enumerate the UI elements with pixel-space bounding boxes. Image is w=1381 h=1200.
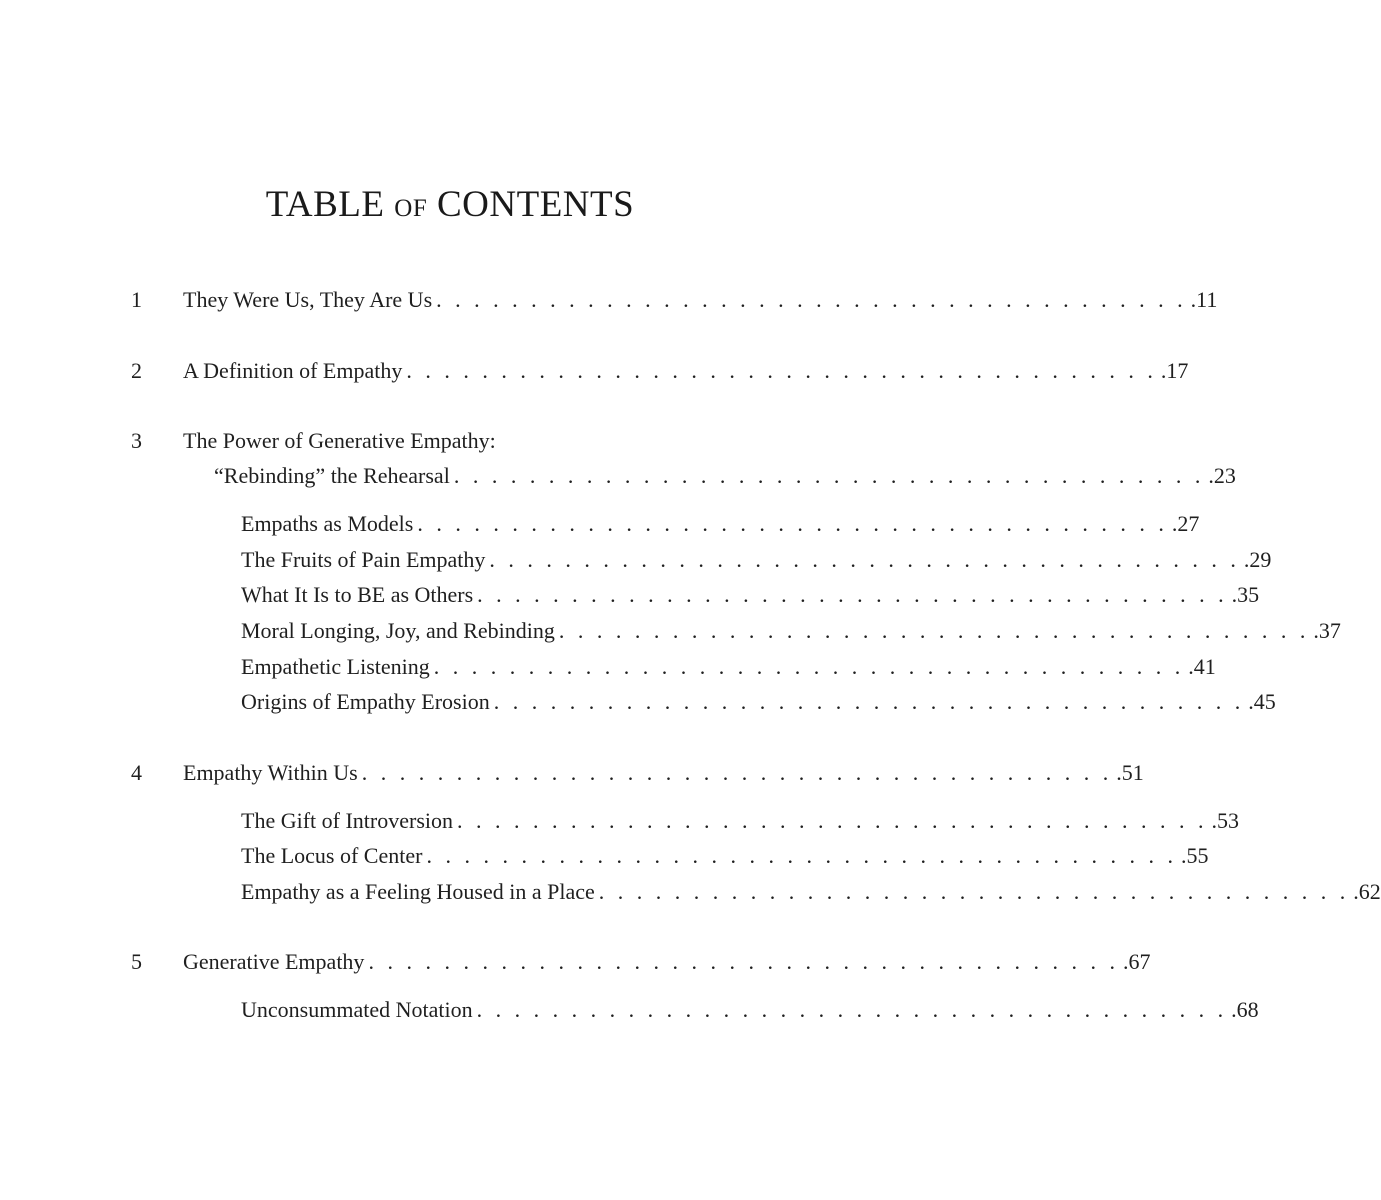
entry-label: Empathy Within Us: [183, 760, 358, 785]
dot-leader: . . . . . . . . . . . . . . . . . . . . . . . . . . . . . . . . . . . . . . . .: [417, 511, 1168, 536]
page-number: .27: [1171, 511, 1200, 536]
page-number: .53: [1211, 808, 1239, 833]
entry-label: They Were Us, They Are Us: [183, 287, 433, 312]
page-number: .51: [1116, 760, 1144, 785]
toc-entry-section[interactable]: [241, 995, 1259, 1025]
entry-label: The Power of Generative Empathy:: [183, 428, 496, 453]
dot-leader: . . . . . . . . . . . . . . . . . . . . . . . . . . . . . . . . . . . . . . . .: [477, 582, 1228, 607]
entry-label: “Rebinding” the Rehearsal: [214, 463, 450, 488]
entry-label: The Gift of Introversion: [241, 808, 453, 833]
entry-label: The Locus of Center: [241, 843, 423, 868]
page-number: .67: [1122, 949, 1151, 974]
page-number: .41: [1188, 654, 1216, 679]
toc-entry-chapter-1[interactable]: [183, 285, 1218, 315]
dot-leader: . . . . . . . . . . . . . . . . . . . . . . . . . . . . . . . . . . . . . . . .: [426, 843, 1177, 868]
entry-label: A Definition of Empathy: [183, 358, 403, 383]
toc-entry-section[interactable]: [241, 652, 1216, 682]
toc-entry-section[interactable]: [241, 687, 1276, 717]
entry-label: Unconsummated Notation: [241, 997, 473, 1022]
page-number: .45: [1248, 689, 1276, 714]
toc-entry-chapter-5[interactable]: [183, 947, 1151, 977]
toc-entry-section[interactable]: [241, 509, 1200, 539]
toc-entry-chapter-2[interactable]: [183, 356, 1189, 386]
dot-leader: . . . . . . . . . . . . . . . . . . . . . . . . . . . . . . . . . . . . . . . .: [436, 287, 1187, 312]
dot-leader: . . . . . . . . . . . . . . . . . . . . . . . . . . . . . . . . . . . . . . . .: [433, 654, 1185, 679]
entry-label: Empathy as a Feeling Housed in a Place: [241, 879, 595, 904]
page-number: .62: [1353, 879, 1381, 904]
title-word-table: TABLE: [265, 184, 385, 225]
page-number: .37: [1313, 618, 1341, 643]
entry-label: Moral Longing, Joy, and Rebinding: [241, 618, 555, 643]
page-title: [0, 183, 900, 226]
toc-entry-chapter-3[interactable]: [214, 461, 1236, 491]
entry-label: What It Is to BE as Others: [241, 582, 474, 607]
page-number: .55: [1180, 843, 1209, 868]
page-number: .23: [1208, 463, 1236, 488]
dot-leader: . . . . . . . . . . . . . . . . . . . . . . . . . . . . . . . . . . . . . . . .: [476, 997, 1228, 1022]
entry-label: Empaths as Models: [241, 511, 414, 536]
page-number: .35: [1231, 582, 1260, 607]
dot-leader: . . . . . . . . . . . . . . . . . . . . . . . . . . . . . . . . . . . . . . . .: [457, 808, 1208, 833]
dot-leader: . . . . . . . . . . . . . . . . . . . . . . . . . . . . . . . . . . . . . . . .: [598, 879, 1350, 904]
dot-leader: . . . . . . . . . . . . . . . . . . . . . . . . . . . . . . . . . . . . . . . .: [361, 760, 1113, 785]
toc-entry-chapter-4[interactable]: [183, 758, 1144, 788]
toc-entry-section[interactable]: [241, 545, 1272, 575]
dot-leader: . . . . . . . . . . . . . . . . . . . . . . . . . . . . . . . . . . . . . . . .: [489, 547, 1240, 572]
page-number: .11: [1190, 287, 1218, 312]
toc-entry-section[interactable]: [241, 877, 1381, 907]
page-number: .29: [1243, 547, 1272, 572]
toc-page: TABLE OF CONTENTS 1 They Were Us, They Are Us . . . . . . . . . . . . . . . . . . . . . . . . . . . . . . . . . . . . . . . . .11 2 A Definition of Empathy . . . . . . . . . . . . . . . . . . . . . . . . . . . . . . . . . . . . . . . . .17 3 The Power of Generative Empathy: “Rebinding” the Rehearsal . . . . . . . . . . . . . . . . . . . . . . . . . . . . . . . . . . . . . . . . .23 Empaths as Models . . . . . . . . . . . . . . . . . . . . . . . . . . . . . . . . . . . . . . . . .27 The Fruits of Pain Empathy . . . . . . . . . . . . . . . . . . . . . . . . . . . . . . . . . . . . . . . . .29 What It Is to BE as Others . . . . . . . . . . . . . . . . . . . . . . . . . . . . . . . . . . . . . . . . .35 Moral Longing, Joy, and Rebinding . . . . . . . . . . . . . . . . . . . . . . . . . . . . . . . . . . . . . . . . .37 Empathetic Listening . . . . . . . . . . . . . . . . . . . . . . . . . . . . . . . . . . . . . . . . .41 Origins of Empathy Erosion . . . . . . . . . . . . . . . . . . . . . . . . . . . . . . . . . . . . . . . . .45 4 Empathy Within Us . . . . . . . . . . . . . . . . . . . . . . . . . . . . . . . . . . . . . . . . .51 The Gift of Introversion . . . . . . . . . . . . . . . . . . . . . . . . . . . . . . . . . . . . . . . . .53 The Locus of Center . . . . . . . . . . . . . . . . . . . . . . . . . . . . . . . . . . . . . . . . .55 Empathy as a Feeling Housed in a Place . . . . . . . . . . . . . . . . . . . . . . . . . . . . . . . . . . . . . . . . .62 5 Generative Empathy . . . . . . . . . . . . . . . . . . . . . . . . . . . . . . . . . . . . . . . . .67 Unconsummated Notation . . . . . . . . . . . . . . . . . . . . . . . . . . . . . . . . . . . . . . . . .68: [0, 0, 900, 1200]
title-word-of: OF: [394, 195, 428, 222]
entry-label: Generative Empathy: [183, 949, 365, 974]
toc-entry-section[interactable]: [241, 616, 1341, 646]
page-number: .68: [1231, 997, 1259, 1022]
dot-leader: . . . . . . . . . . . . . . . . . . . . . . . . . . . . . . . . . . . . . . . .: [368, 949, 1119, 974]
toc-entry-section[interactable]: [241, 841, 1209, 871]
toc-entry-section[interactable]: [241, 806, 1239, 836]
entry-label: Empathetic Listening: [241, 654, 430, 679]
toc-entry-chapter-3-line1[interactable]: [183, 426, 496, 456]
toc-entry-section[interactable]: [241, 580, 1260, 610]
title-word-contents: CONTENTS: [436, 184, 635, 225]
dot-leader: . . . . . . . . . . . . . . . . . . . . . . . . . . . . . . . . . . . . . . . .: [493, 689, 1245, 714]
dot-leader: . . . . . . . . . . . . . . . . . . . . . . . . . . . . . . . . . . . . . . . .: [558, 618, 1310, 643]
entry-label: The Fruits of Pain Empathy: [241, 547, 486, 572]
page-number: .17: [1160, 358, 1189, 383]
entry-label: Origins of Empathy Erosion: [241, 689, 490, 714]
dot-leader: . . . . . . . . . . . . . . . . . . . . . . . . . . . . . . . . . . . . . . . .: [453, 463, 1205, 488]
dot-leader: . . . . . . . . . . . . . . . . . . . . . . . . . . . . . . . . . . . . . . . .: [406, 358, 1157, 383]
